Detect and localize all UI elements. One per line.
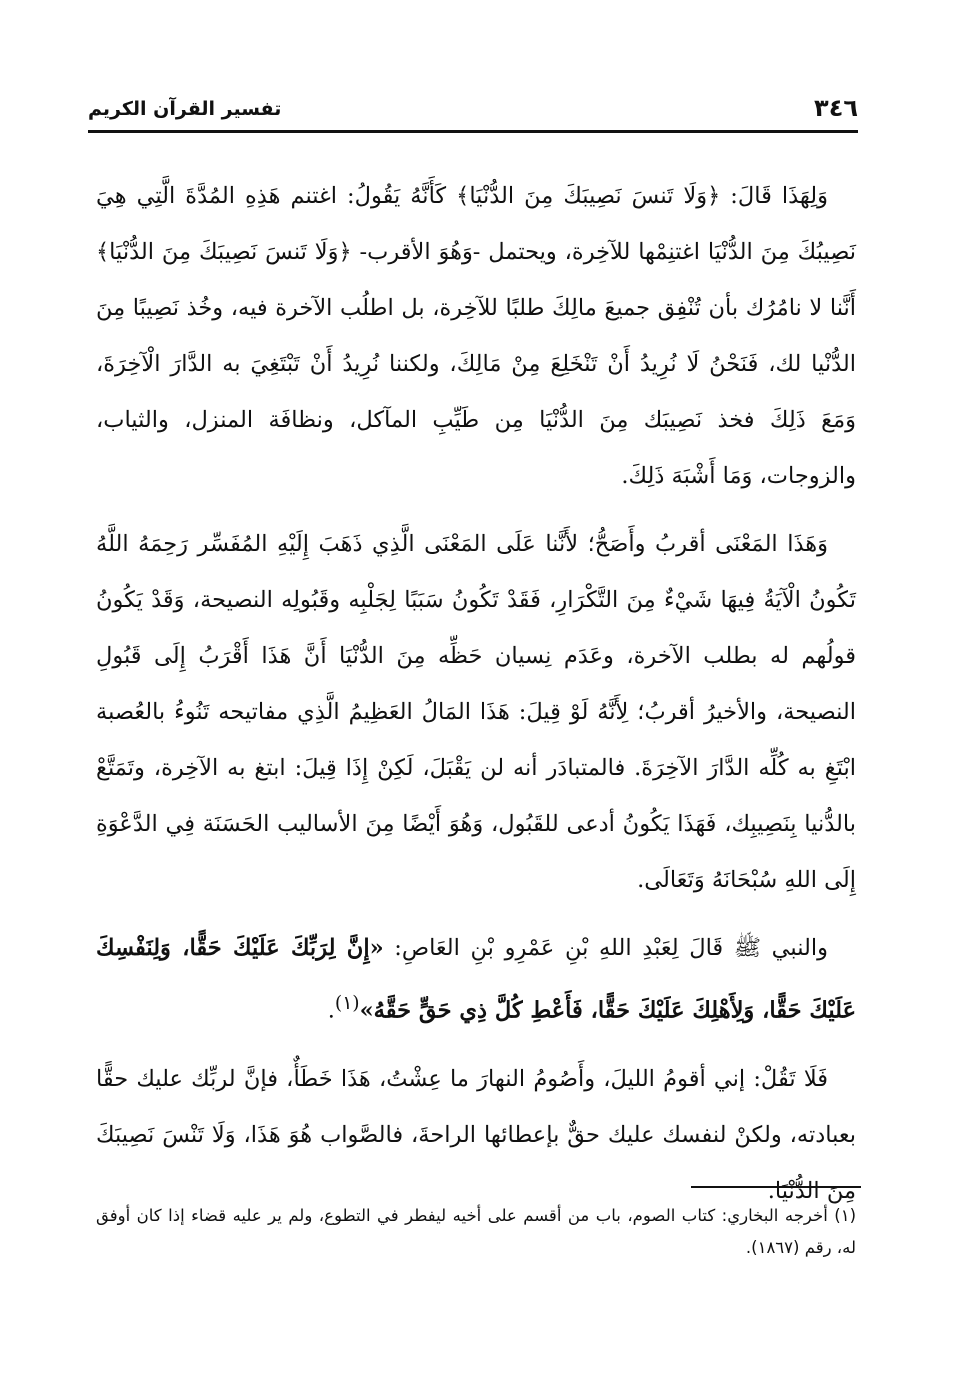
book-title: تفسير القرآن الكريم [88, 98, 282, 120]
paragraph-1: وَلِهَذَا قَالَ: ﴿وَلَا تَنسَ نَصِيبَكَ مِنَ الدُّنْيَا﴾ كَأَنَّهُ يَقُولُ: اغتنم هَذِهِ المُدَّةَ الَّتِي هِيَ نَصِيبُكَ مِنَ الدُّنْيَا اغتنِمْها للآخِرة، ويحتمل -وَهُوَ الأقرب- ﴿وَلَا تَنسَ نَصِيبَكَ مِنَ الدُّنْيَا﴾ أَنَّنا لا نامُرُك بأن تُنْفِق جميعَ مالِكَ طلبًا للآخِرة، بل اطلُب الآخرة فيه، وخُذ نَصِيبًا مِنَ الدُّنْيا لك، فَنَحْنُ لَا نُرِيدُ أَنْ تَنْخَلِعَ مِنْ مَالِكَ، ولكننا نُرِيدُ أَنْ تَبْتَغِيَ به الدَّارَ الْآخِرَةَ، وَمَعَ ذَلِكَ فخذ نَصِيبَك مِنَ الدُّنْيَا مِن طَيِّبِ المآكل، ونظافَة المنزل، والثياب، والزوجات، وَمَا أَشْبَهَ ذَلِكَ. [96, 183, 856, 489]
hadith-intro: والنبي ﷺ قَالَ لِعَبْدِ اللهِ بْنِ عَمْرِو بْنِ العَاصِ: [383, 935, 828, 961]
footnote-divider [691, 1186, 861, 1188]
hadith-end: . [327, 997, 335, 1024]
paragraph-4: فَلَا تَقُلْ: إني أقومُ الليلَ، وأَصُومُ النهارَ ما عِشْتُ، هَذَا خَطَأٌ، فإنَّ لربِّك عليك حقًّا بعبادته، ولكنْ لنفسك عليك حقٌّ بإعطائها الراحةَ، فالصَّواب هُوَ هَذَا، وَلَا تَنْسَ نَصِيبَكَ مِنَ الدُّنْيَا. [96, 1065, 856, 1204]
hadith-quote: «إِنَّ لِرَبِّكَ عَلَيْكَ حَقًّا، وَلِنَفْسِكَ عَلَيْكَ حَقًّا، وَلِأَهْلِكَ عَلَيْكَ حَقًّا، فَأَعْطِ كُلَّ ذِي حَقٍّ حَقَّهُ» [96, 935, 856, 1024]
hadith-paragraph [96, 920, 856, 1039]
page-header [88, 94, 858, 128]
footnote-reference: (١) [334, 993, 360, 1014]
header-divider [88, 130, 858, 133]
paragraph-2: وَهَذَا المَعْنَى أقربُ وأَصَحُّ؛ لأَنَّنا عَلَى المَعْنَى الَّذِي ذَهَبَ إِلَيْهِ المُفَسِّر رَحِمَهُ اللَّهُ تَكُونُ الْآيَةُ فِيهَا شَيْءٌ مِنَ التَّكْرَارِ، فَقَدْ تَكُونُ سَبَبًا لِجَلْبِه وقَبُولِه النصيحة، وَقَدْ يَكُونُ قولُهم له بطلب الآخرة، وعَدَم نِسيان حَظِّه مِنَ الدُّنْيَا أَنَّ هَذَا أَقْرَبُ إِلَى قَبُولِ النصيحة، والأخيرُ أقربُ؛ لِأَنَّهُ لَوْ قِيلَ: هَذَا المَالُ العَظِيمُ الَّذِي مفاتيحه تَنُوءُ بالعُصبة ابْتَغِ به كُلِّه الدَّارَ الآخِرَةَ. فالمتبادَر أنه لن يَقْبَلَ، لَكِنْ إِذَا قِيلَ: ابتغ به الآخِرة، وتَمَتَّعْ بالدُّنيا بِنَصِيبِك، فَهَذَا يَكُونُ أدعى للقَبُول، وَهُوَ أَيْضًا مِنَ الأساليب الحَسَنَة فِي الدَّعْوَةِ إِلَى اللهِ سُبْحَانَهُ وَتَعَالَى. [96, 531, 856, 893]
footnote [96, 1200, 856, 1264]
footnote-text: (١) أخرجه البخاري: كتاب الصوم، باب من أقسم على أخيه ليفطر في التطوع، ولم ير عليه قضاء إذا كان أوفق له، رقم (١٨٦٧). [96, 1206, 856, 1257]
main-text [96, 168, 856, 1231]
page-number: ٣٤٦ [814, 94, 858, 122]
